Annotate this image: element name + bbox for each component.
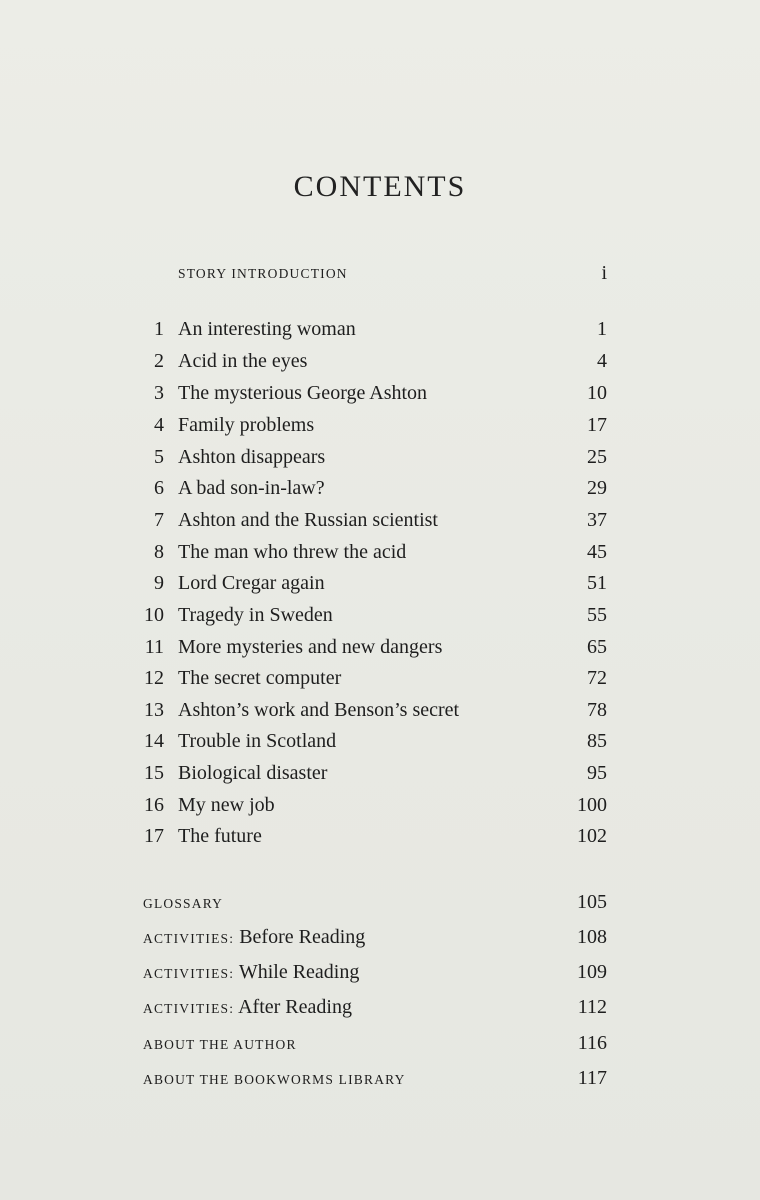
toc-chapter-row[interactable] bbox=[0, 762, 760, 792]
toc-chapter-row[interactable] bbox=[0, 667, 760, 697]
chapter-title: Biological disaster bbox=[178, 762, 328, 784]
chapter-page: 55 bbox=[587, 604, 607, 626]
back-matter-label bbox=[143, 926, 365, 949]
toc-chapter-row[interactable] bbox=[0, 794, 760, 824]
toc-back-row[interactable] bbox=[0, 961, 760, 991]
chapter-title: Ashton and the Russian scientist bbox=[178, 509, 438, 531]
chapter-number: 7 bbox=[154, 509, 164, 531]
chapter-title: An interesting woman bbox=[178, 318, 356, 340]
back-matter-label bbox=[143, 961, 359, 984]
chapter-number: 3 bbox=[154, 382, 164, 404]
chapter-page: 29 bbox=[587, 477, 607, 499]
back-matter-prefix: ACTIVITIES: bbox=[143, 966, 235, 981]
back-matter-page: 109 bbox=[577, 961, 607, 983]
chapter-page: 4 bbox=[597, 350, 607, 372]
back-matter-label bbox=[143, 1032, 297, 1055]
chapter-page: 65 bbox=[587, 636, 607, 658]
chapter-page: 102 bbox=[577, 825, 607, 847]
chapter-title: The future bbox=[178, 825, 262, 847]
chapter-title: Ashton disappears bbox=[178, 446, 326, 468]
toc-back-row[interactable] bbox=[0, 1067, 760, 1097]
toc-back-row[interactable] bbox=[0, 996, 760, 1026]
toc-chapter-row[interactable] bbox=[0, 572, 760, 602]
chapter-title: Tragedy in Sweden bbox=[178, 604, 333, 626]
chapter-title: Ashton’s work and Benson’s secret bbox=[178, 699, 460, 721]
back-matter-page: 112 bbox=[577, 996, 607, 1018]
chapter-page: 25 bbox=[587, 446, 607, 468]
chapter-page: 100 bbox=[577, 794, 607, 816]
chapter-page: 95 bbox=[587, 762, 607, 784]
back-matter-prefix: GLOSSARY bbox=[143, 896, 224, 911]
chapter-page: 45 bbox=[587, 541, 607, 563]
chapter-title: The man who threw the acid bbox=[178, 541, 407, 563]
toc-intro-row[interactable] bbox=[0, 262, 760, 292]
chapter-number: 11 bbox=[144, 636, 164, 658]
chapter-page: 37 bbox=[587, 509, 607, 531]
toc-back-row[interactable] bbox=[0, 1032, 760, 1062]
back-matter-page: 108 bbox=[577, 926, 607, 948]
back-matter-prefix: ABOUT THE AUTHOR bbox=[143, 1037, 297, 1052]
back-matter-label bbox=[143, 891, 223, 914]
toc-intro-page: i bbox=[601, 262, 607, 284]
chapter-title: The mysterious George Ashton bbox=[178, 382, 428, 404]
chapter-page: 72 bbox=[587, 667, 607, 689]
chapter-number: 2 bbox=[154, 350, 164, 372]
toc-chapter-row[interactable] bbox=[0, 446, 760, 476]
chapter-number: 10 bbox=[144, 604, 164, 626]
toc-chapter-row[interactable] bbox=[0, 825, 760, 855]
back-matter-label bbox=[143, 1067, 406, 1090]
toc-chapter-row[interactable] bbox=[0, 730, 760, 760]
chapter-title: Lord Cregar again bbox=[178, 572, 325, 594]
toc-chapter-row[interactable] bbox=[0, 541, 760, 571]
back-matter-prefix: ACTIVITIES: bbox=[143, 931, 235, 946]
chapter-page: 17 bbox=[587, 414, 607, 436]
back-matter-label bbox=[143, 996, 352, 1019]
chapter-title: Trouble in Scotland bbox=[178, 730, 337, 752]
chapter-page: 85 bbox=[587, 730, 607, 752]
chapter-number: 8 bbox=[154, 541, 164, 563]
toc-chapter-row[interactable] bbox=[0, 509, 760, 539]
back-matter-suffix: While Reading bbox=[238, 961, 360, 983]
chapter-page: 10 bbox=[587, 382, 607, 404]
chapter-number: 9 bbox=[154, 572, 164, 594]
toc-chapter-row[interactable] bbox=[0, 604, 760, 634]
back-matter-suffix: Before Reading bbox=[239, 926, 366, 948]
chapter-title: My new job bbox=[178, 794, 275, 816]
chapter-number: 17 bbox=[144, 825, 164, 847]
toc-chapter-row[interactable] bbox=[0, 699, 760, 729]
toc-chapter-row[interactable] bbox=[0, 414, 760, 444]
back-matter-suffix: After Reading bbox=[238, 996, 352, 1018]
toc-chapter-row[interactable] bbox=[0, 382, 760, 412]
chapter-title: The secret computer bbox=[178, 667, 342, 689]
chapter-number: 16 bbox=[144, 794, 164, 816]
back-matter-page: 117 bbox=[577, 1067, 607, 1089]
toc-back-row[interactable] bbox=[0, 926, 760, 956]
chapter-page: 1 bbox=[597, 318, 607, 340]
toc-chapter-row[interactable] bbox=[0, 636, 760, 666]
chapter-title: Family problems bbox=[178, 414, 315, 436]
chapter-number: 14 bbox=[144, 730, 164, 752]
back-matter-page: 116 bbox=[577, 1032, 607, 1054]
back-matter-page: 105 bbox=[577, 891, 607, 913]
chapter-title: More mysteries and new dangers bbox=[178, 636, 443, 658]
toc-chapter-row[interactable] bbox=[0, 318, 760, 348]
chapter-number: 4 bbox=[154, 414, 164, 436]
toc-back-row[interactable] bbox=[0, 891, 760, 921]
chapter-number: 12 bbox=[144, 667, 164, 689]
chapter-number: 13 bbox=[144, 699, 164, 721]
chapter-title: Acid in the eyes bbox=[178, 350, 308, 372]
toc-intro-label: STORY INTRODUCTION bbox=[178, 266, 348, 281]
chapter-number: 15 bbox=[144, 762, 164, 784]
chapter-number: 5 bbox=[154, 446, 164, 468]
page-title: CONTENTS bbox=[293, 170, 467, 203]
chapter-page: 78 bbox=[587, 699, 607, 721]
toc-chapter-row[interactable] bbox=[0, 477, 760, 507]
back-matter-prefix: ABOUT THE BOOKWORMS LIBRARY bbox=[143, 1072, 406, 1087]
back-matter-prefix: ACTIVITIES: bbox=[143, 1001, 235, 1016]
chapter-number: 6 bbox=[154, 477, 164, 499]
toc-chapter-row[interactable] bbox=[0, 350, 760, 380]
chapter-number: 1 bbox=[154, 318, 164, 340]
chapter-page: 51 bbox=[587, 572, 607, 594]
chapter-title: A bad son-in-law? bbox=[178, 477, 325, 499]
